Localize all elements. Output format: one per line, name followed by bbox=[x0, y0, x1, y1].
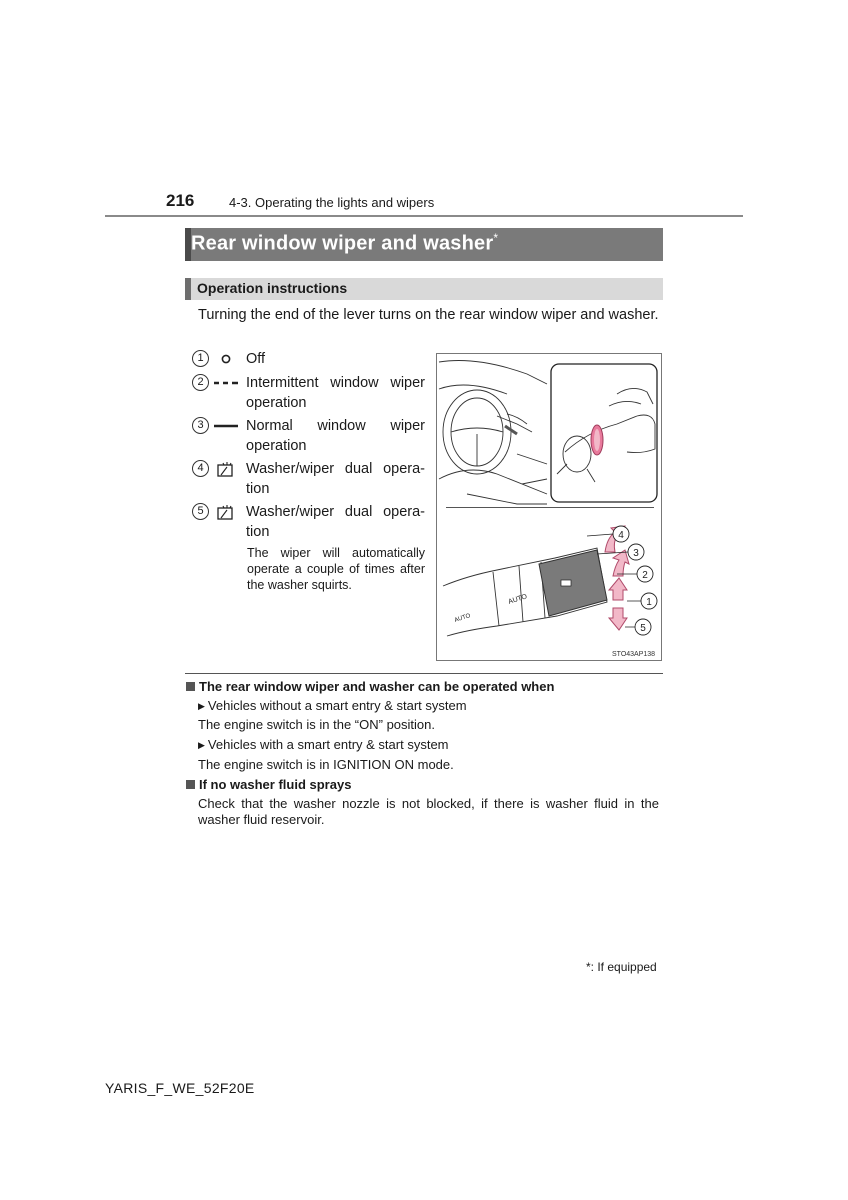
item-text: Washer/wiper dual opera-tion bbox=[246, 461, 425, 497]
document-code: YARIS_F_WE_52F20E bbox=[105, 1080, 255, 1096]
callout-3: 3 bbox=[633, 548, 639, 559]
figure-divider bbox=[446, 507, 654, 508]
callout-2: 2 bbox=[642, 570, 648, 581]
footnote: *: If equipped bbox=[586, 960, 657, 974]
page-title bbox=[191, 231, 498, 256]
item-note: The wiper will automatically operate a couple of times after the washer squirts. bbox=[247, 546, 425, 592]
item-text: Normal window wiper operation bbox=[246, 418, 425, 454]
solid-line-icon bbox=[214, 417, 238, 435]
callout-1: 1 bbox=[646, 597, 652, 608]
item-text: Intermittent window wiper operation bbox=[246, 375, 425, 411]
note-line: Check that the washer nozzle is not blocked, if there is washer fluid in the washer fluid reservoir. bbox=[198, 796, 659, 827]
rear-washer-icon bbox=[214, 460, 238, 478]
note-heading: If no washer fluid sprays bbox=[186, 777, 351, 792]
subheading: Operation instructions bbox=[197, 280, 348, 296]
header-rule bbox=[105, 215, 743, 217]
page-number: 216 bbox=[166, 191, 195, 210]
item-number: 2 bbox=[192, 374, 209, 391]
callout-5: 5 bbox=[640, 623, 646, 634]
item-number: 4 bbox=[192, 460, 209, 477]
note-bullet: ▶ Vehicles without a smart entry & start system bbox=[198, 698, 467, 713]
figure-code: STO43AP138 bbox=[612, 651, 656, 658]
auto-label-small: AUTO bbox=[453, 613, 472, 624]
item-text: Off bbox=[246, 351, 266, 367]
callout-4: 4 bbox=[618, 530, 624, 541]
notes-divider bbox=[185, 673, 663, 674]
note-line: The engine switch is in IGNITION ON mode. bbox=[198, 757, 454, 772]
title-text: Rear window wiper and washer bbox=[191, 232, 494, 255]
item-number: 3 bbox=[192, 417, 209, 434]
item-number: 1 bbox=[192, 350, 209, 367]
dashed-line-icon bbox=[214, 374, 238, 392]
item-number: 5 bbox=[192, 503, 209, 520]
note-line: The engine switch is in the “ON” position. bbox=[198, 717, 435, 732]
note-heading: The rear window wiper and washer can be operated when bbox=[186, 679, 554, 694]
item-text: Washer/wiper dual opera-tion bbox=[246, 504, 425, 540]
intro-text: Turning the end of the lever turns on the rear window wiper and washer. bbox=[198, 307, 659, 323]
title-marker: * bbox=[493, 231, 499, 245]
section-reference: 4-3. Operating the lights and wipers bbox=[229, 195, 435, 210]
note-bullet: ▶ Vehicles with a smart entry & start system bbox=[198, 737, 449, 752]
off-circle-icon bbox=[214, 350, 238, 368]
rear-washer-icon bbox=[214, 503, 238, 521]
auto-label: AUTO bbox=[507, 593, 529, 606]
